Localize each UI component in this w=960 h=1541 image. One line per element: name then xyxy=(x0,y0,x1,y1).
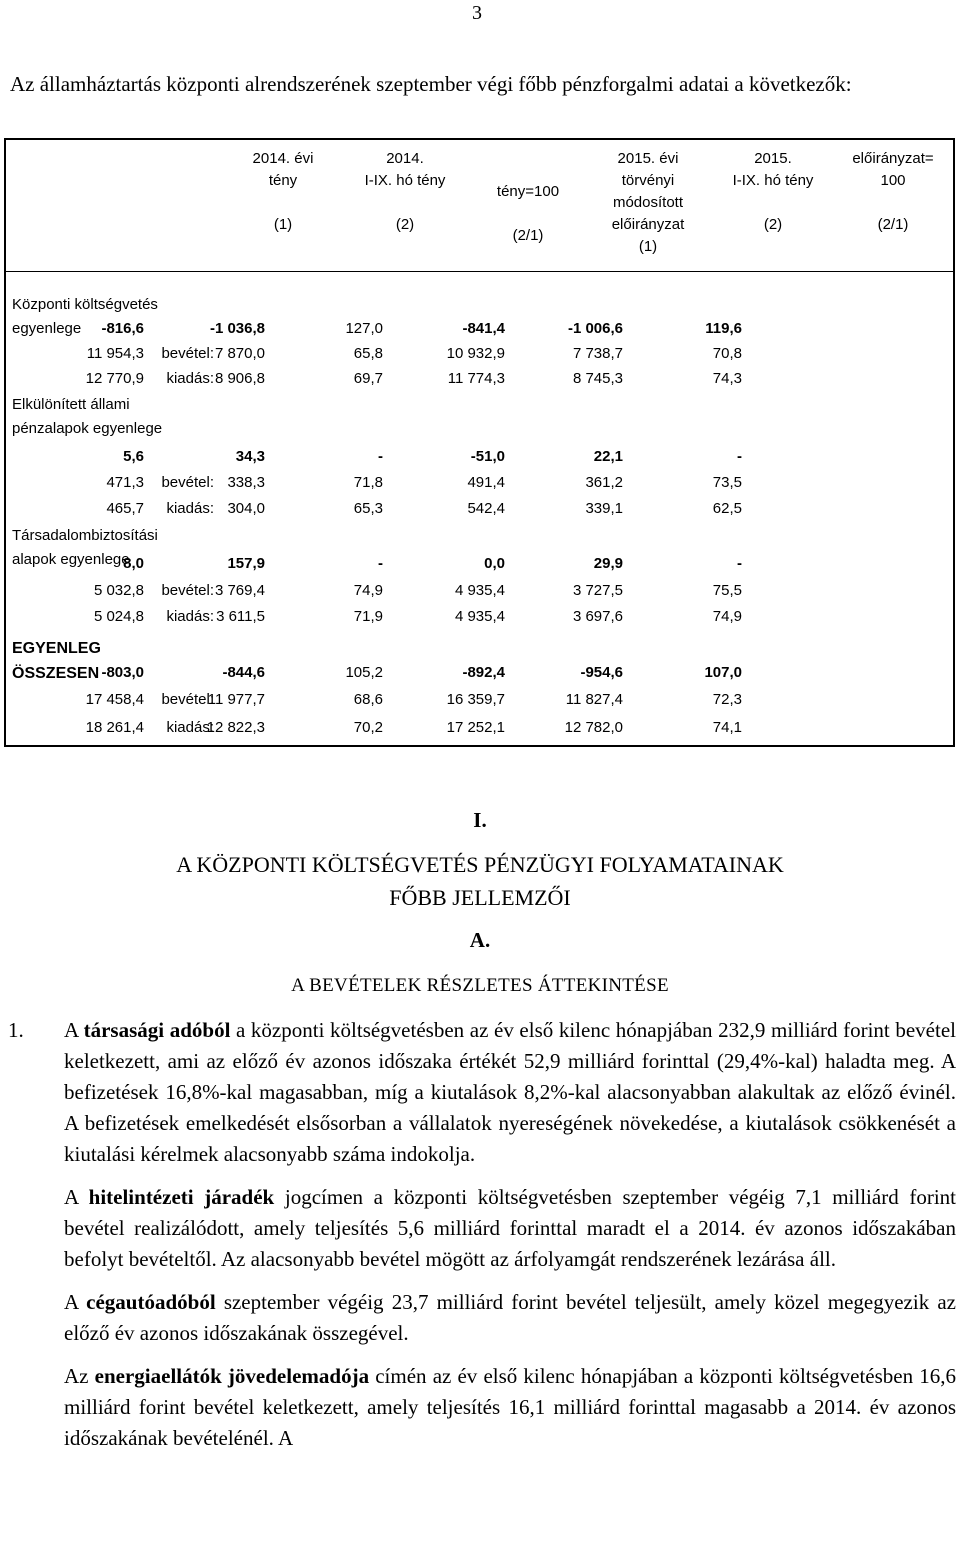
table-row: bevétel: 17 458,4 11 977,7 68,6 16 359,7 11 827,4 72,3 xyxy=(85,691,742,708)
table-row: -803,0 -844,6 105,2 -892,4 -954,6 107,0 xyxy=(101,664,742,681)
row-label-total-1: EGYENLEG xyxy=(12,640,101,657)
header-col-3: tény=100 (2/1) xyxy=(496,183,560,244)
row-label-separate-funds-1: Elkülönített állami xyxy=(12,396,130,413)
row-label-social-security-2: alapok egyenlege xyxy=(12,551,130,568)
paragraph: A cégautóadóból szeptember végéig 23,7 milliárd forint bevétel teljesült, amely közel megegyezik az előző év azonos időszakának összegével. xyxy=(64,1290,956,1345)
table-row: 5,6 34,3 - -51,0 22,1 - xyxy=(123,448,742,465)
cashflow-table xyxy=(4,138,955,747)
header-col-6: előirányzat= 100 (2/1) xyxy=(852,150,934,233)
paragraph: 1. A társasági adóból a központi költségvetésben az év első kilenc hónapjában 232,9 milliárd forint bevétel keletkezett, ami az előző év azonos időszaka értékét 52,9 milliárd forinttal (29,4%-kal) haladta meg. A befizetések 16,8%-kal magasabban, míg a kiutalások 8,2%-kal alacsonyabban alakultak az előző évinél. A befizetések emelkedését elsősorban a vállalatok nyereségének növekedése, a kiutalások csökkenését a kiutalási kérelmek alacsonyabb száma indokolja. xyxy=(8,1018,956,1166)
subsection-title: A BEVÉTELEK RÉSZLETES ÁTTEKINTÉSE xyxy=(291,975,669,996)
row-label-separate-funds-2: pénzalapok egyenlege xyxy=(12,420,163,437)
row-label-central-budget-1: Központi költségvetés xyxy=(12,296,158,313)
header-divider xyxy=(6,271,953,272)
intro-text: Az államháztartás központi alrendszerének szeptember végi főbb pénzforgalmi adatai a következők: xyxy=(10,72,852,96)
paragraph: Az energiaellátók jövedelemadója címén az év első kilenc hónapjában a központi költségvetésben 16,6 milliárd forint bevétel keletkezett, amely teljesítés 16,1 milliárd forinttal magasabb a 2014. év azonos időszakának bevételénél. A xyxy=(64,1364,956,1450)
header-col-5: 2015. I-IX. hó tény (2) xyxy=(732,150,814,233)
table-row: -816,6 -1 036,8 127,0 -841,4 -1 006,6 119,6 xyxy=(101,320,742,337)
row-label-total-2: ÖSSZESEN xyxy=(12,665,100,682)
row-label-social-security-1: Társadalombiztosítási xyxy=(12,527,158,544)
table-row: bevétel: 5 032,8 3 769,4 74,9 4 935,4 3 727,5 75,5 xyxy=(93,582,742,599)
table-row: kiadás: 465,7 304,0 65,3 542,4 339,1 62,5 xyxy=(106,500,742,517)
header-col-2: 2014. I-IX. hó tény (2) xyxy=(364,150,446,233)
table-row: kiadás: 5 024,8 3 611,5 71,9 4 935,4 3 697,6 74,9 xyxy=(93,608,742,625)
subsection-letter: A. xyxy=(469,928,491,952)
section-number: I. xyxy=(473,808,487,832)
header-col-4: 2015. évi törvényi módosított előirányzat (1) xyxy=(611,150,685,255)
table-row: kiadás: 18 261,4 12 822,3 70,2 17 252,1 12 782,0 74,1 xyxy=(85,719,742,736)
paragraph: A hitelintézeti járadék jogcímen a központi költségvetésben szeptember végéig 7,1 milliárd forint bevétel realizálódott, amely teljesítés 5,6 milliárd forinttal maradt el a 2014. év azonos időszakában befolyt bevételtől. Az alacsonyabb bevétel mögött az árfolyamgát rendszerének lezárása áll. xyxy=(64,1185,956,1271)
page-number: 3 xyxy=(472,2,482,24)
body-text xyxy=(8,1015,956,1466)
section-title: A KÖZPONTI KÖLTSÉGVETÉS PÉNZÜGYI FOLYAMATAINAK FŐBB JELLEMZŐI xyxy=(176,852,784,910)
row-label-central-budget-2: egyenlege xyxy=(12,320,82,337)
table-row: 8,0 157,9 - 0,0 29,9 - xyxy=(123,555,742,572)
table-row: bevétel: 471,3 338,3 71,8 491,4 361,2 73,5 xyxy=(106,474,742,491)
table-row: bevétel: 11 954,3 7 870,0 65,8 10 932,9 7 738,7 70,8 xyxy=(86,345,742,362)
header-col-1: 2014. évi tény (1) xyxy=(252,150,314,233)
table-row: kiadás: 12 770,9 8 906,8 69,7 11 774,3 8 745,3 74,3 xyxy=(85,370,742,387)
